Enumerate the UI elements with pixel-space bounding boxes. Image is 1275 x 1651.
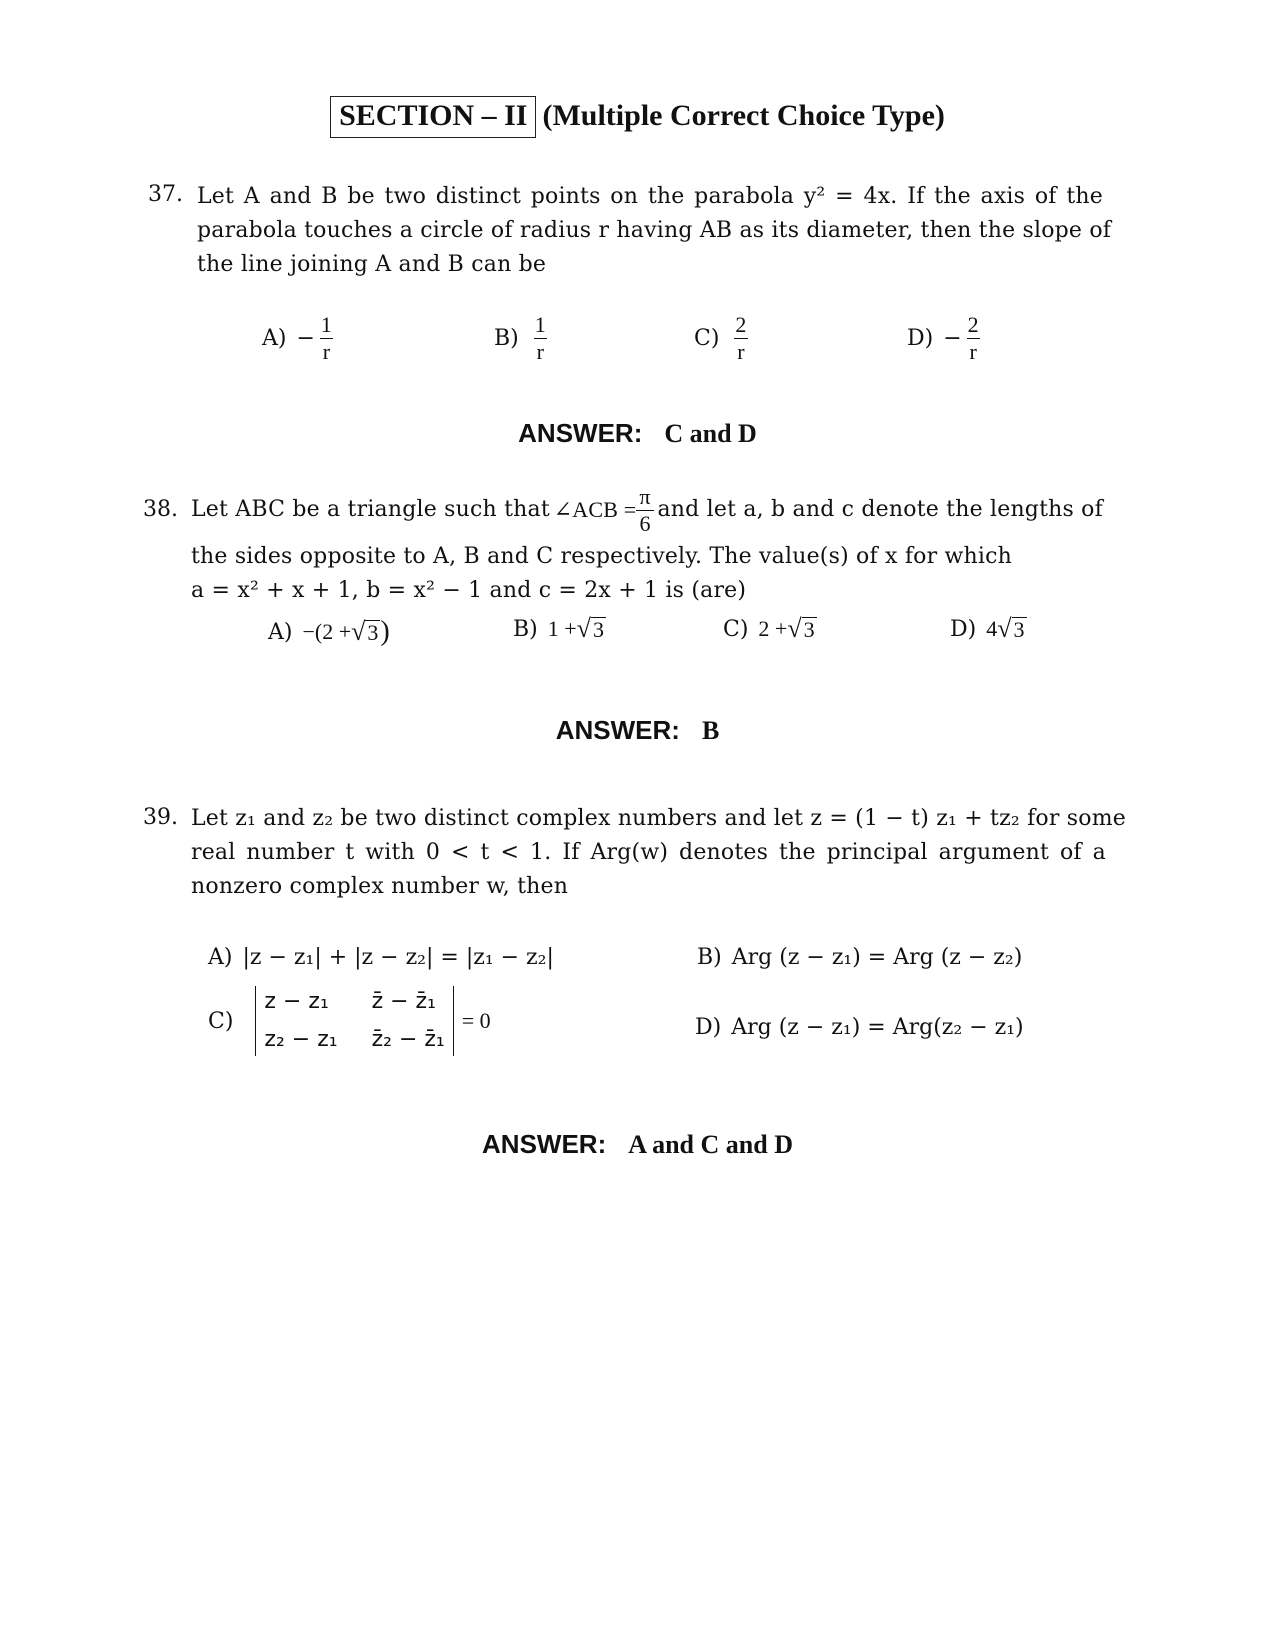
q39-option-a: A) |z − z₁| + |z − z₂| = |z₁ − z₂| xyxy=(208,945,554,970)
q37-text xyxy=(197,180,1112,282)
section-subtitle: (Multiple Correct Choice Type) xyxy=(542,99,945,132)
q38-option-a: A) −(2 + √ 3 ) xyxy=(268,616,390,647)
det-cell: z̄₂ − z̄₁ xyxy=(371,1027,445,1052)
q39-option-c: C) z − z₁ z̄ − z̄₁ z₂ − z₁ z̄₂ − z̄₁ = 0 xyxy=(208,986,491,1056)
q37-option-d: D) − $\frac{2}{r}$ xyxy=(907,312,982,365)
q39-number: 39. xyxy=(143,805,178,830)
q39-option-b: B) Arg (z − z₁) = Arg (z − z₂) xyxy=(697,945,1023,970)
fraction: $\frac{1}{r}$ xyxy=(534,312,546,364)
q38-number: 38. xyxy=(143,497,178,522)
det-cell: z − z₁ xyxy=(264,989,329,1014)
q38-answer: ANSWER: B xyxy=(555,715,720,745)
determinant: z − z₁ z̄ − z̄₁ z₂ − z₁ z̄₂ − z̄₁ = 0 xyxy=(255,986,490,1056)
fraction: $\frac{\pi}{6}$ xyxy=(636,484,653,537)
det-cell: z₂ − z₁ xyxy=(264,1027,338,1052)
section-heading xyxy=(0,96,1275,138)
q39-line-2: real number t with 0 < t < 1. If Arg(w) denotes the principal argument of a xyxy=(191,840,1106,865)
q39-line-3: nonzero complex number w, then xyxy=(191,874,569,899)
q39-text xyxy=(191,802,1126,904)
q37-option-a: A) − $\frac{1}{r}$ xyxy=(262,312,335,365)
sqrt-symbol: √ 3 xyxy=(576,614,604,643)
q39-option-d: D) Arg (z − z₁) = Arg(z₂ − z₁) xyxy=(695,1015,1024,1040)
q38-angle: ∠ACB = $\frac{\pi}{6}$ xyxy=(554,484,654,537)
q37-answer: ANSWER: C and D xyxy=(518,418,757,448)
q37-line-3: the line joining A and B can be xyxy=(197,252,547,277)
sqrt-symbol: √ 3 xyxy=(997,614,1025,643)
q38-text xyxy=(191,480,1103,608)
q38-line-3: a = x² + x + 1, b = x² − 1 and c = 2x + 1 is (are) xyxy=(191,578,747,603)
fraction: $\frac{1}{r}$ xyxy=(320,312,332,364)
section-title-box: SECTION – II xyxy=(330,96,536,138)
sqrt-symbol: √ 3 xyxy=(787,614,815,643)
q38-option-c: C) 2 + √ 3 xyxy=(723,614,815,643)
det-cell: z̄ − z̄₁ xyxy=(371,989,436,1014)
q37-option-c: C) $\frac{2}{r}$ xyxy=(694,312,749,365)
fraction: $\frac{2}{r}$ xyxy=(735,312,747,364)
q37-line-1: Let A and B be two distinct points on the parabola y² = 4x. If the axis of the xyxy=(197,184,1103,209)
q38-line-1-pre: Let ABC be a triangle such that xyxy=(191,497,550,522)
q37-option-b: B) $\frac{1}{r}$ xyxy=(494,312,549,365)
q38-option-b: B) 1 + √ 3 xyxy=(513,614,604,643)
q38-option-d: D) 4 √ 3 xyxy=(950,614,1025,643)
q39-line-1: Let z₁ and z₂ be two distinct complex numbers and let z = (1 − t) z₁ + tz₂ for some xyxy=(191,806,1126,831)
q38-line-2: the sides opposite to A, B and C respectively. The value(s) of x for which xyxy=(191,544,1013,569)
fraction: $\frac{2}{r}$ xyxy=(967,312,979,364)
q37-number: 37. xyxy=(148,182,183,207)
sqrt-symbol: √ 3 xyxy=(351,617,379,646)
q39-answer: ANSWER: A and C and D xyxy=(482,1129,793,1159)
q38-line-1-post: and let a, b and c denote the lengths of xyxy=(657,497,1103,522)
q37-line-2: parabola touches a circle of radius r having AB as its diameter, then the slope of xyxy=(197,218,1112,243)
